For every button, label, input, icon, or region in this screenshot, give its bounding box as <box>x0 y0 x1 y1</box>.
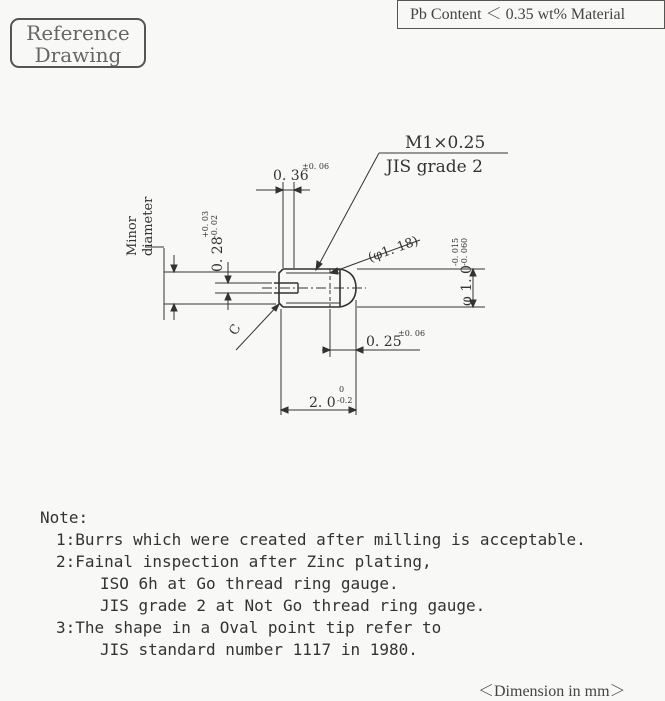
stamp-line-1: Reference <box>26 21 130 45</box>
notes-heading: Note: <box>40 508 89 527</box>
note-item: JIS grade 2 at Not Go thread ring gauge. <box>100 596 486 615</box>
thread-grade-label: JIS grade 2 <box>386 157 483 177</box>
slot-width-value: 0. 36 <box>273 168 309 184</box>
tip-diameter-label: (φ1. 18) <box>366 233 421 266</box>
outer-diameter-value: φ 1. 0 <box>459 265 475 306</box>
total-length-value: 2. 0 <box>309 395 336 411</box>
outer-diameter-tolerance-upper: -0. 015 <box>451 237 460 266</box>
minor-diameter-label-line-2: diameter <box>141 196 156 256</box>
slot-depth-tolerance-upper: +0. 03 <box>201 210 210 238</box>
dimension-unit-note: ＜Dimension in mm＞ <box>478 683 626 700</box>
note-item: ISO 6h at Go thread ring gauge. <box>100 574 399 593</box>
slot-width-tolerance: ±0. 06 <box>302 162 330 171</box>
total-length-tolerance-upper: 0 <box>339 385 345 394</box>
thread-spec-label: M1×0.25 <box>405 133 486 153</box>
point-length-value: 0. 25 <box>366 334 402 350</box>
note-item: 3:The shape in a Oval point tip refer to <box>56 618 442 637</box>
minor-diameter-label-line-1: Minor <box>125 216 140 256</box>
chamfer-label: C <box>226 321 245 338</box>
slot-depth-tolerance-lower: -0. 02 <box>210 214 219 238</box>
note-item: JIS standard number 1117 in 1980. <box>100 640 418 659</box>
point-length-tolerance: ±0. 06 <box>398 329 426 338</box>
notes-section <box>40 507 640 661</box>
note-item: 1:Burrs which were created after milling is acceptable. <box>56 530 586 549</box>
note-item: 2:Fainal inspection after Zinc plating, <box>56 552 432 571</box>
material-note: Pb Content ＜ 0.35 wt% Material <box>397 0 665 29</box>
stamp-line-2: Drawing <box>34 43 122 67</box>
slot-depth-value: 0. 28 <box>210 236 226 272</box>
outer-diameter-tolerance-lower: -0. 060 <box>460 237 469 266</box>
total-length-tolerance-lower: -0.2 <box>337 396 353 405</box>
